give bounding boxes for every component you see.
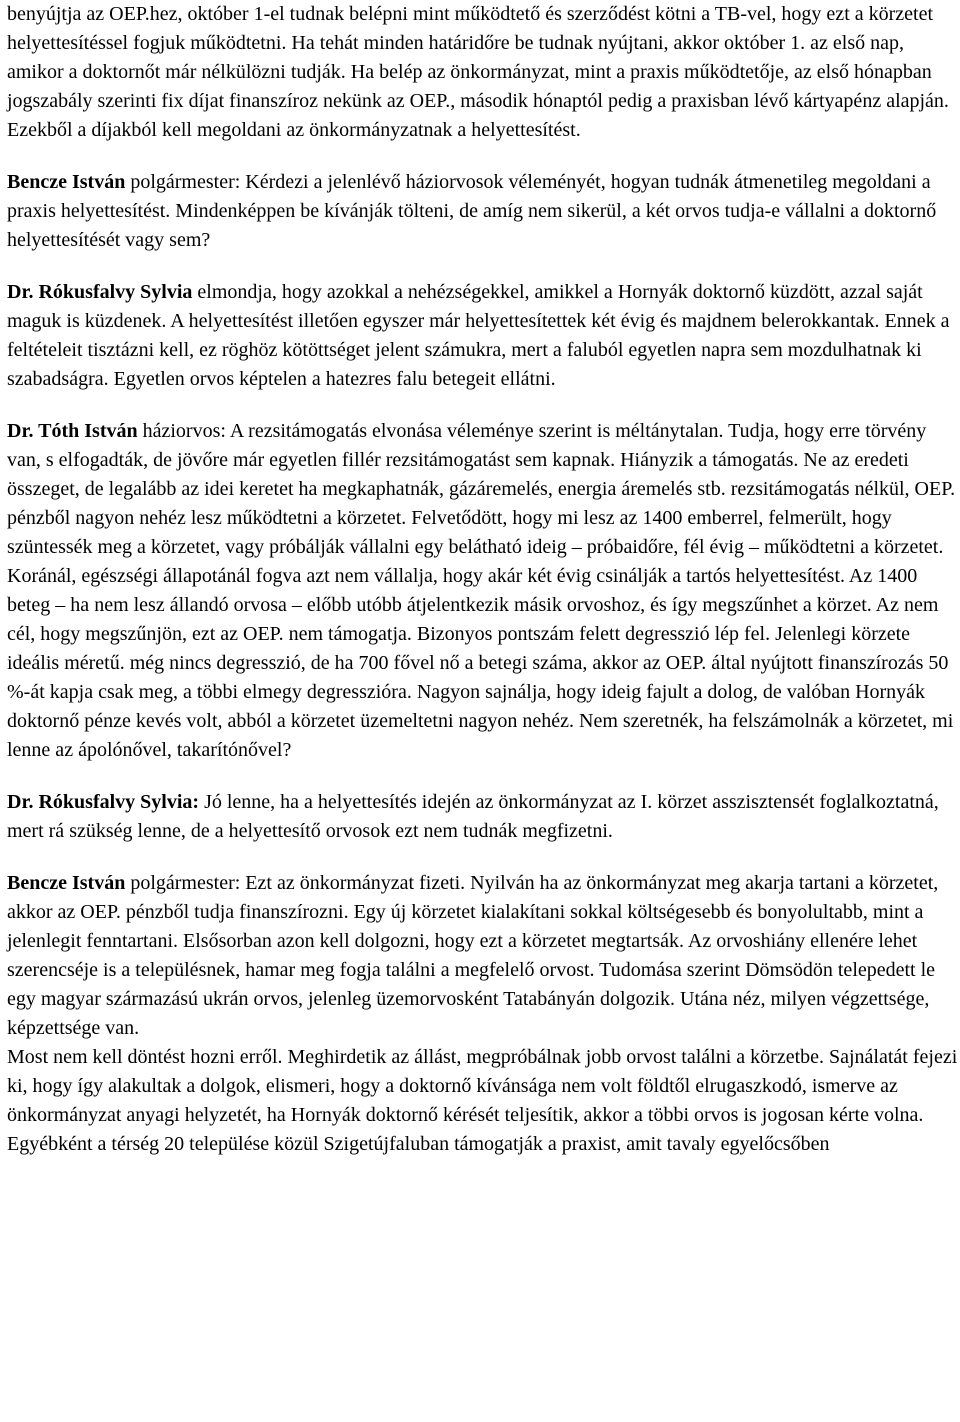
paragraph-1-text: benyújtja az OEP.hez, október 1-el tudnak belépni mint működtető és szerződést kötni a TB-vel, hogy ezt a körzetet helyettesítéssel fogjuk működtetni. Ha tehát minden határidőre be tudnak nyújtani, akkor október 1. az első nap, amikor a doktornőt már nélkülözni tudják. Ha belép az önkormányzat, mint a praxis működtetője, az első hónapban jogszabály szerinti fix díjat finanszíroz nekünk az OEP., második hónaptól pedig a praxisban lévő kártyapénz alapján. Ezekből a díjakból kell megoldani az önkormányzatnak a helyettesítést. — [7, 3, 949, 141]
paragraph-gap — [7, 846, 959, 869]
paragraph-5 — [7, 788, 959, 846]
paragraph-gap — [7, 394, 959, 417]
paragraph-6 — [7, 869, 959, 1043]
speaker-name: Bencze István — [7, 872, 126, 894]
paragraph-2-text: polgármester: Kérdezi a jelenlévő háziorvosok véleményét, hogyan tudnák átmenetileg megoldani a praxis helyettesítést. Mindenképpen be kívánják tölteni, de amíg nem sikerül, a két orvos tudja-e vállalni a doktornő helyettesítését vagy sem? — [7, 171, 937, 251]
speaker-name: Dr. Rókusfalvy Sylvia — [7, 281, 193, 303]
speaker-name: Dr. Tóth István — [7, 420, 138, 442]
paragraph-gap — [7, 765, 959, 788]
paragraph-2 — [7, 168, 959, 255]
paragraph-gap — [7, 145, 959, 168]
paragraph-gap — [7, 255, 959, 278]
paragraph-7-text: Most nem kell döntést hozni erről. Meghirdetik az állást, megpróbálnak jobb orvost találni a körzetbe. Sajnálatát fejezi ki, hogy így alakultak a dolgok, elismeri, hogy a doktornő kívánsága nem volt földtől elrugaszkodó, ismerve az önkormányzat anyagi helyzetét, ha Hornyák doktornő kérését teljesítik, akkor a többi orvos is jogosan kérte volna. Egyébként a térség 20 települése közül Szigetújfaluban támogatják a praxist, amit tavaly egyelőcsőben — [7, 1046, 958, 1155]
paragraph-4-text: háziorvos: A rezsitámogatás elvonása véleménye szerint is méltánytalan. Tudja, hogy erre törvény van, s elfogadták, de jövőre már egyetlen fillér rezsitámogatást sem kapnak. Hiányzik a támogatás. Ne az eredeti összeget, de legalább az idei keretet ha megkaphatnák, gázáremelés, energia áremelés stb. rezsitámogatás nélkül, OEP. pénzből nagyon nehéz lesz működtetni a körzetet. Felvetődött, hogy mi lesz az 1400 emberrel, felmerült, hogy szüntessék meg a körzetet, vagy próbálják vállalni egy belátható ideig – próbaidőre, fél évig – működtetni a körzetet. Koránál, egészségi állapotánál fogva azt nem vállalja, hogy akár két évig csinálják a tartós helyettesítést. Az 1400 beteg – ha nem lesz állandó orvosa – előbb utóbb átjelentkezik másik orvoshoz, és így megszűnhet a körzet. Az nem cél, hogy megszűnjön, ezt az OEP. nem támogatja. Bizonyos pontszám felett degresszió lép fel. Jelenlegi körzete ideális méretű. még nincs degresszió, de ha 700 fővel nő a betegi száma, akkor az OEP. által nyújtott finanszírozás 50 %-át kapja csak meg, a többi elmegy degresszióra. Nagyon sajnálja, hogy ideig fajult a dolog, de valóban Hornyák doktornő pénze kevés volt, abból a körzetet üzemeltetni nagyon nehéz. Nem szeretnék, ha felszámolnák a körzetet, mi lenne az ápolónővel, takarítónővel? — [7, 420, 956, 761]
speaker-name: Dr. Rókusfalvy Sylvia: — [7, 791, 200, 813]
paragraph-7 — [7, 1043, 959, 1159]
paragraph-3-text: elmondja, hogy azokkal a nehézségekkel, amikkel a Hornyák doktornő küzdött, azzal saját maguk is küzdenek. A helyettesítést illetően egyszer már helyettesítettek két évig és majdnem belerokkantak. Ennek a feltételeit tisztázni kell, ez röghöz kötöttséget jelent számukra, mert a faluból egyetlen napra sem mozdulhatnak ki szabadságra. Egyetlen orvos képtelen a hatezres falu betegeit ellátni. — [7, 281, 950, 390]
paragraph-1 — [7, 0, 959, 145]
speaker-name: Bencze István — [7, 171, 126, 193]
paragraph-5-text: Jó lenne, ha a helyettesítés idején az önkormányzat az I. körzet asszisztensét foglalkoztatná, mert rá szükség lenne, de a helyettesítő orvosok ezt nem tudnák megfizetni. — [7, 791, 939, 842]
document-page — [7, 0, 959, 1159]
paragraph-3 — [7, 278, 959, 394]
paragraph-4 — [7, 417, 959, 765]
paragraph-6-text: polgármester: Ezt az önkormányzat fizeti. Nyilván ha az önkormányzat meg akarja tartani a körzetet, akkor az OEP. pénzből tudja finanszírozni. Egy új körzetet kialakítani sokkal költségesebb és bonyolultabb, mint a jelenlegit fenntartani. Elsősorban azon kell dolgozni, hogy ezt a körzetet megtartsák. Az orvoshiány ellenére lehet szerencséje is a településnek, hamar meg fogja találni a megfelelő orvost. Tudomása szerint Dömsödön telepedett le egy magyar származású ukrán orvos, jelenleg üzemorvosként Tatabányán dolgozik. Utána néz, milyen végzettsége, képzettsége van. — [7, 872, 939, 1039]
